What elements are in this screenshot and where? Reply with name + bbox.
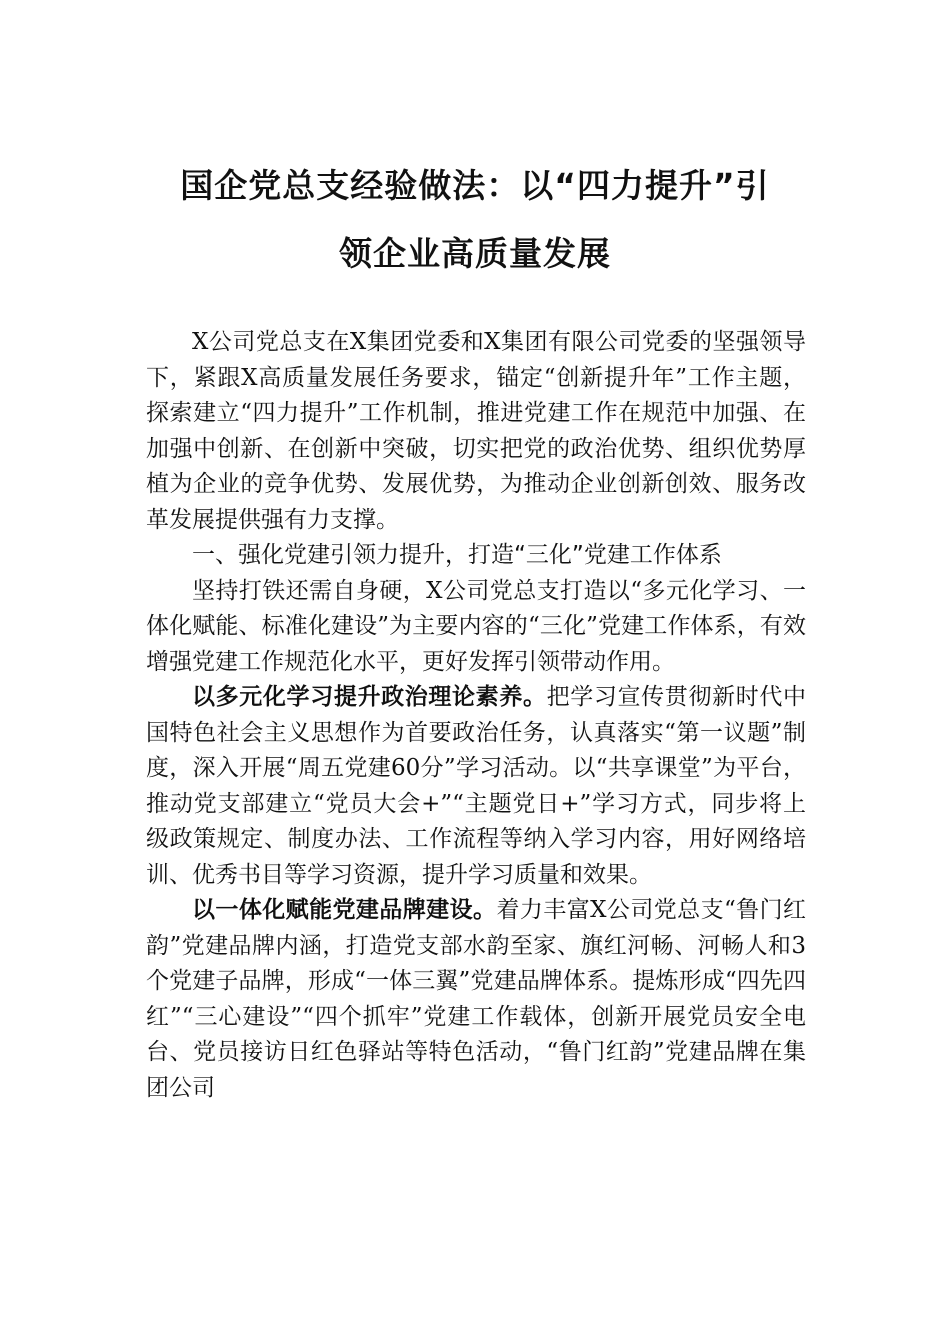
- paragraph-brand-building-lead: 以一体化赋能党建品牌建设。: [192, 897, 497, 923]
- document-body: [146, 325, 806, 1106]
- paragraph-multilearning: [146, 680, 806, 893]
- paragraph-multilearning-lead: 以多元化学习提升政治理论素养。: [192, 684, 547, 710]
- document-title-line-2: 领企业高质量发展: [339, 234, 611, 273]
- section-1-heading: 一、强化党建引领力提升，打造“三化”党建工作体系: [192, 542, 722, 568]
- paragraph-brand-building: [146, 893, 806, 1106]
- paragraph-multilearning-text: 把学习宣传贯彻新时代中国特色社会主义思想作为首要政治任务，认真落实“第一议题”制度，深入开展“周五党建60分”学习活动。以“共享课堂”为平台，推动党支部建立“党员大会+”“主题党日+”学习方式，同步将上级政策规定、制度办法、工作流程等纳入学习内容，用好网络培训、优秀书目等学习资源，提升学习质量和效果。: [146, 684, 807, 888]
- intro-paragraph: X公司党总支在X集团党委和X集团有限公司党委的坚强领导下，紧跟X高质量发展任务要求，锚定“创新提升年”工作主题，探索建立“四力提升”工作机制，推进党建工作在规范中加强、在加强中创新、在创新中突破，切实把党的政治优势、组织优势厚植为企业的竞争优势、发展优势，为推动企业创新创效、服务改革发展提供强有力支撑。: [146, 329, 806, 533]
- document-title-line-1: 国企党总支经验做法：以“四力提升”引: [180, 166, 770, 205]
- section-1-intro-paragraph: 坚持打铁还需自身硬，X公司党总支打造以“多元化学习、一体化赋能、标准化建设”为主要内容的“三化”党建工作体系，有效增强党建工作规范化水平，更好发挥引领带动作用。: [146, 577, 806, 675]
- paragraph-brand-building-text: 着力丰富X公司党总支“鲁门红韵”党建品牌内涵，打造党支部水韵至家、旗红河畅、河畅人和3个党建子品牌，形成“一体三翼”党建品牌体系。提炼形成“四先四红”“三心建设”“四个抓牢”党建工作载体，创新开展党员安全电台、党员接访日红色驿站等特色活动，“鲁门红韵”党建品牌在集团公司: [146, 897, 806, 1101]
